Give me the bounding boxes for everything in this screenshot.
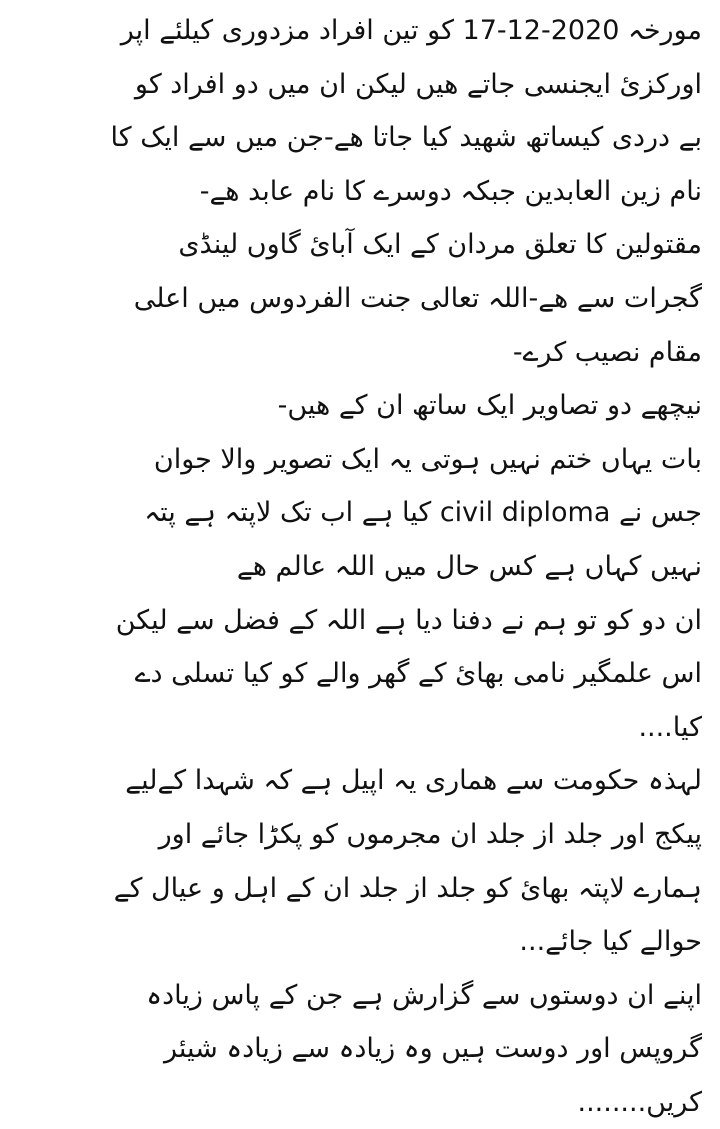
text-line: گجرات سے ھے-اللہ تعالی جنت الفردوس میں اعلی <box>133 282 702 314</box>
text-line: کیا.... <box>638 711 702 743</box>
text-line: اس علمگیر نامی بھائ کے گھر والے کو کیا تسلی دے <box>134 658 702 690</box>
text-line: ان دو کو تو ہم نے دفنا دیا ہے اللہ کے فضل سے لیکن <box>115 604 702 636</box>
text-line: ہمارے لاپتہ بھائ کو جلد از جلد ان کے اہل و عیال کے <box>113 872 702 904</box>
text-line: نام زین العابدین جبکہ دوسرے کا نام عابد ھے- <box>199 175 702 207</box>
text-line: مورخہ 2020-12-17 کو تین افراد مزدوری کیلئے اپر <box>120 15 702 46</box>
text-line: بے دردی کیساتھ شھید کیا جاتا ھے-جن میں سے ایک کا <box>110 122 702 154</box>
text-line: پیکج اور جلد از جلد ان مجرموں کو پکڑا جائے اور <box>158 818 702 850</box>
text-line: مقام نصیب کرے- <box>512 336 702 368</box>
text-line: نہیں کہاں ہے کس حال میں اللہ عالم ھے <box>236 550 702 582</box>
text-line: حوالے کیا جائے... <box>519 926 702 958</box>
text-line: اورکزئ ایجنسی جاتے ھیں لیکن ان میں دو افراد کو <box>134 68 702 100</box>
text-line: اپنے ان دوستوں سے گزارش ہے جن کے پاس زیادہ <box>146 979 702 1011</box>
text-line: بات یہاں ختم نہیں ہوتی یہ ایک تصویر والا جوان <box>153 443 702 475</box>
text-line: نیچھے دو تصاویر ایک ساتھ ان کے ھیں- <box>277 390 702 422</box>
post-text <box>20 4 702 1129</box>
text-line: لہذہ حکومت سے ھماری یہ اپیل ہے کہ شہدا کےلیے <box>125 765 702 797</box>
text-line: مقتولین کا تعلق مردان کے ایک آبائ گاوں لینڈی <box>178 229 702 261</box>
text-line: کریں........ <box>577 1086 702 1118</box>
text-line: جس نے civil diploma کیا ہے اب تک لاپتہ ہے پتہ <box>144 497 702 529</box>
text-line: گروپس اور دوست ہیں وہ زیادہ سے زیادہ شیئر <box>163 1033 702 1065</box>
